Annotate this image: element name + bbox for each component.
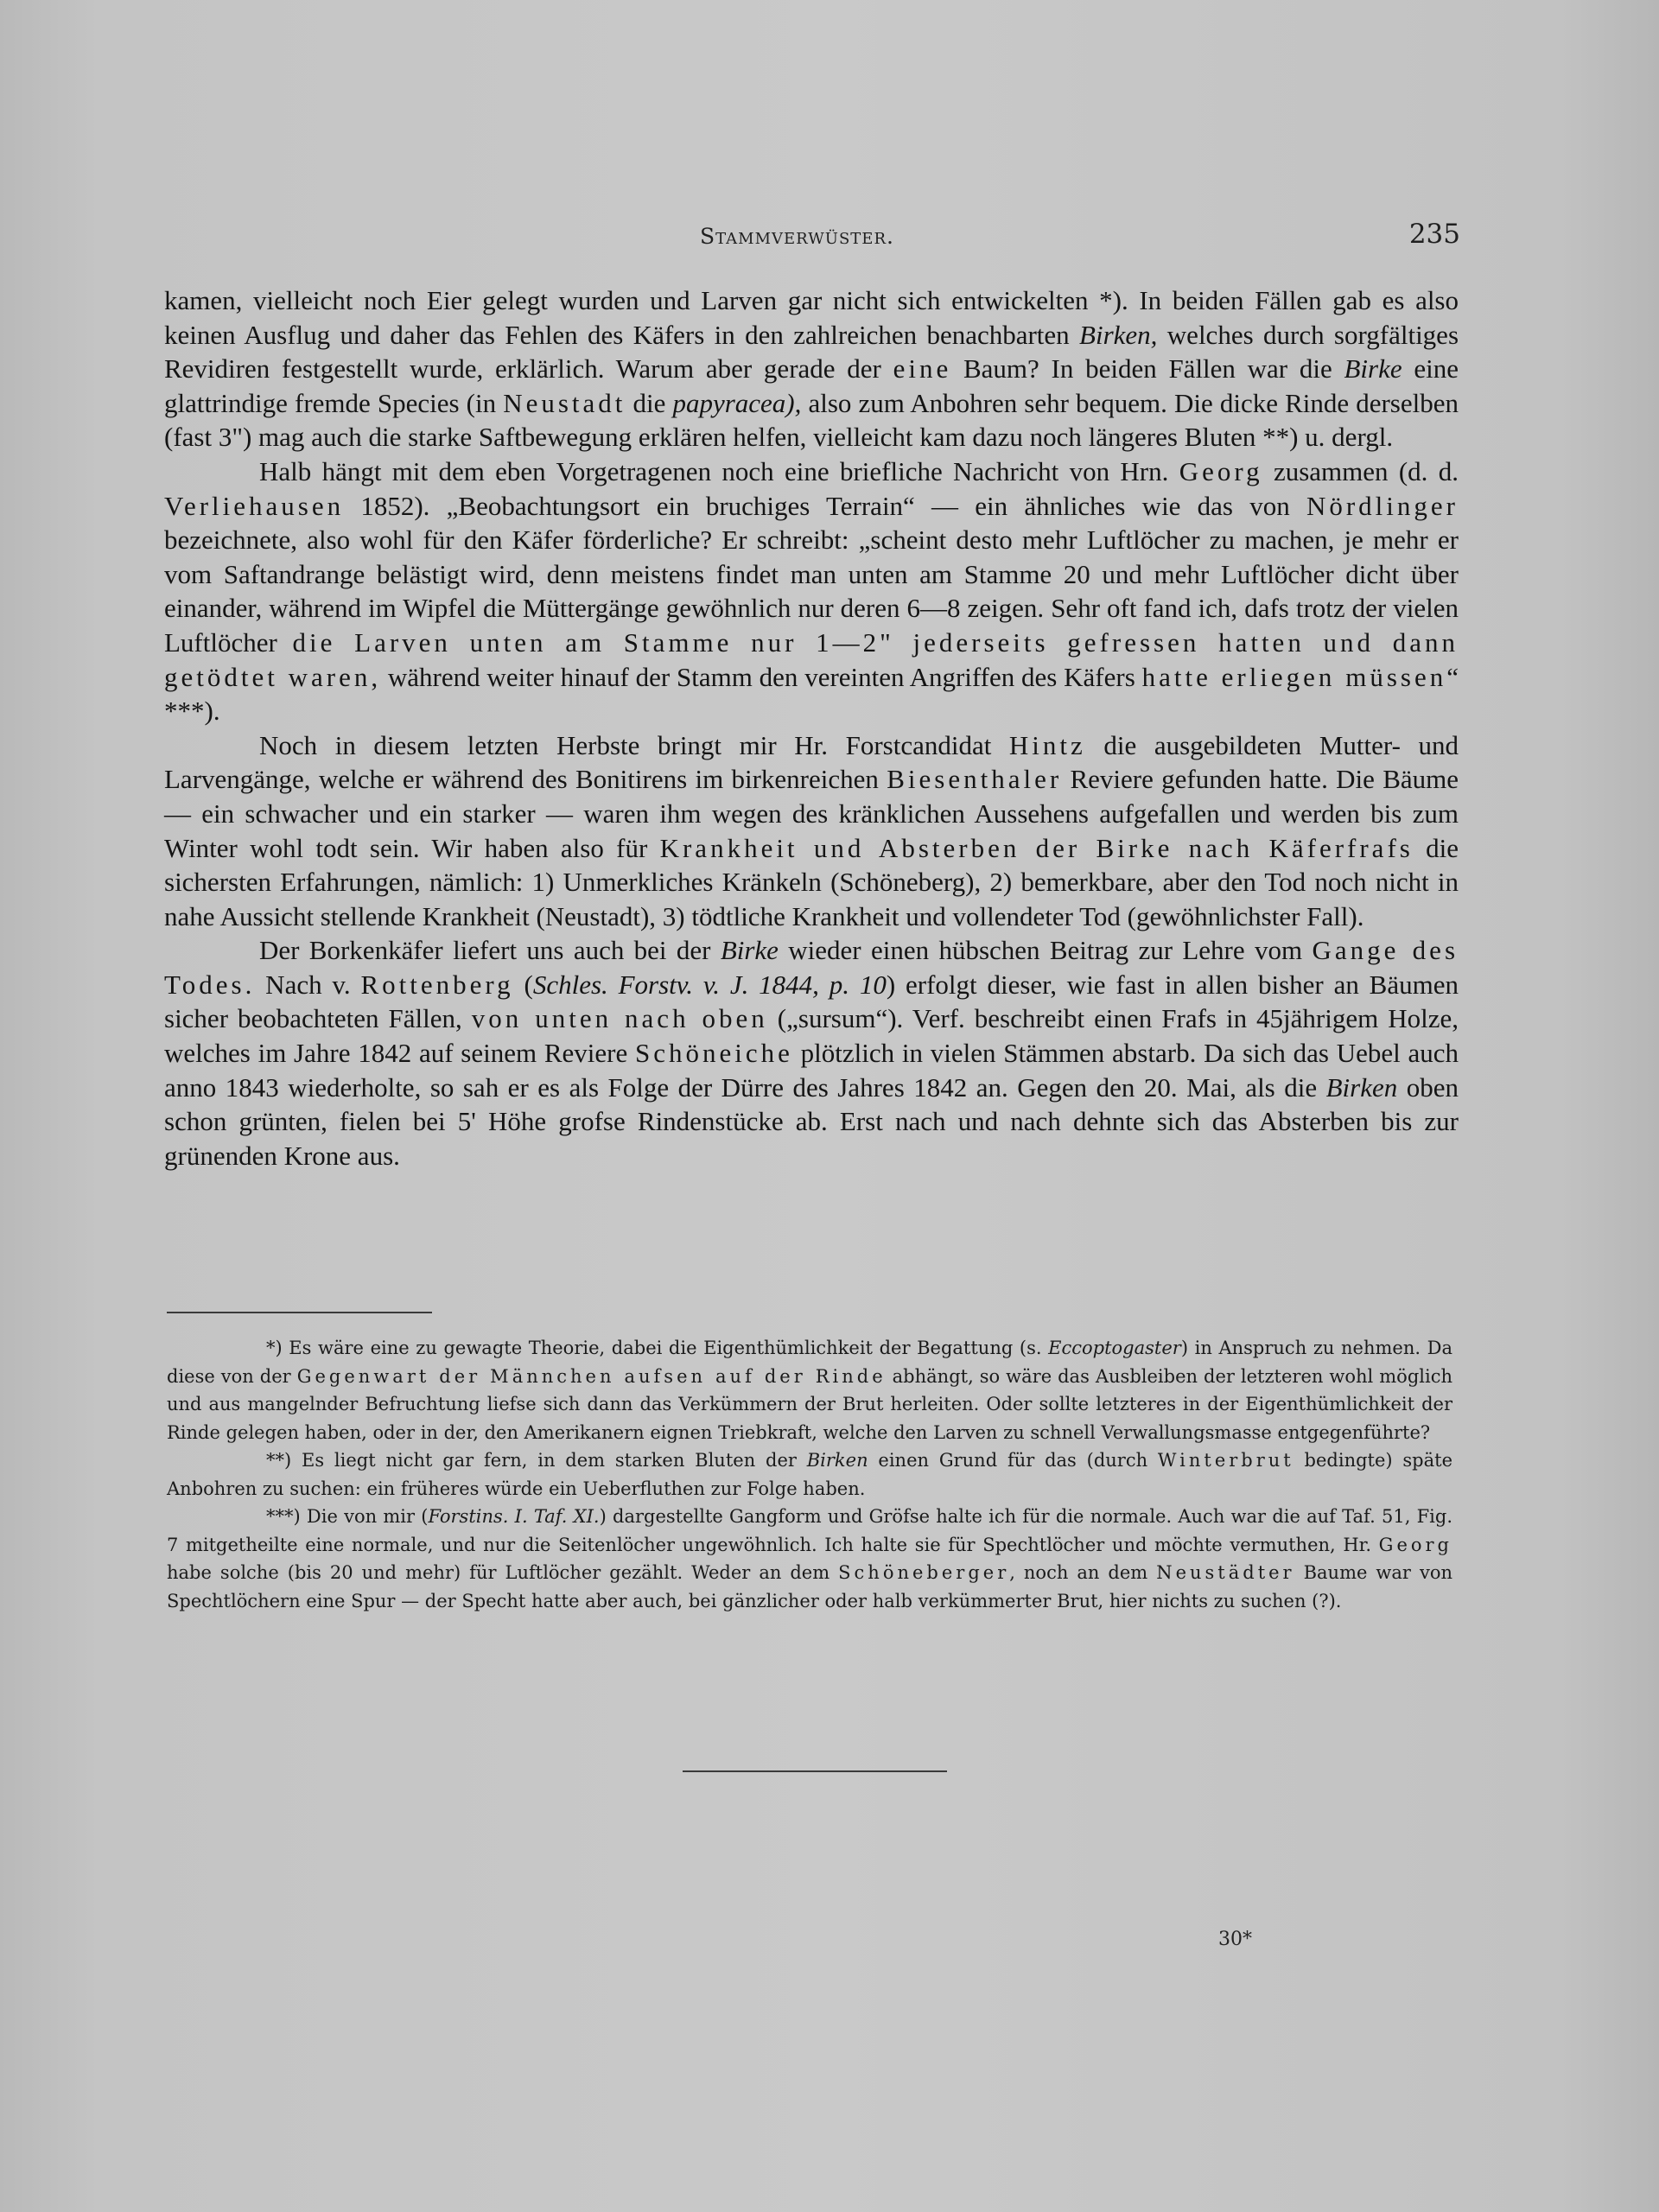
italic-run: Birke: [1344, 353, 1402, 385]
paragraph-2: [164, 454, 1459, 728]
text-run: abhängt, so wäre das Ausbleiben der letzteren wohl möglich und aus mangelnder Befruchtung liefse sich dann das Verkümmern der Brut herleiten. Oder sollte letzteres in der Eigenthümlichkeit der Rinde gelegen haben, oder in der, den Amerikanern eignen Triebkraft, welche den Larven zu schnell Verwallungsmasse entgegenführte?: [167, 1365, 1452, 1443]
text-run: Nach v.: [255, 969, 361, 1000]
spaced-run: Verliehausen: [164, 490, 345, 521]
paragraph-1: [164, 283, 1459, 454]
spaced-run: hatte erliegen müssen: [1141, 661, 1447, 692]
text-run: habe solche (bis 20 und mehr) für Luftlöcher gezählt. Weder an dem: [167, 1562, 839, 1583]
text-run: während weiter hinauf der Stamm den vereinten Angriffen des Käfers: [381, 661, 1142, 692]
italic-run: Schles. Forstv. v. J. 1844, p. 10: [532, 969, 887, 1000]
spaced-run: die Larven unten am Stamme nur 1—2" jederseits gefressen hatten und dann getödtet waren,: [164, 626, 1459, 692]
signature-mark: 30*: [1218, 1929, 1252, 1950]
text-run: kamen, vielleicht noch Eier gelegt wurden und Larven gar nicht sich entwickelten *). In beiden Fällen gab es also keinen Ausflug und daher das Fehlen des Käfers in den zahlreichen benachbarten: [164, 285, 1459, 350]
italic-run: Forstins. I. Taf. XI.: [428, 1506, 600, 1527]
text-run: („sursum“). Verf. beschreibt einen Frafs in 45jährigem Holze, welches im Jahre 1842 auf seinem Reviere: [164, 1003, 1459, 1069]
page-header: [164, 219, 1460, 253]
text-run: ***) Die von mir (: [266, 1506, 429, 1527]
italic-run: Birken: [1325, 1071, 1398, 1103]
text-run: also zum Anbohren sehr bequem. Die dicke Rinde derselben (fast 3") mag auch die starke Saftbewegung erklären helfen, vielleicht kam dazu noch längeres Bluten **) u. dergl.: [164, 387, 1459, 453]
paragraph-3: [164, 728, 1459, 934]
text-run: die sichersten Erfahrungen, nämlich: 1) Unmerkliches Kränkeln (Schöneberg), 2) bemerkbare, aber den Tod noch nicht in nahe Aussicht stellende Krankheit (Neustadt), 3) tödtliche Krankheit und vollendeter Tod (gewöhnlichster Fall).: [164, 832, 1459, 931]
spaced-run: Winterbrut: [1157, 1450, 1294, 1471]
text-run: bedingte) späte Anbohren zu suchen: ein früheres würde ein Ueberfluthen zur Folge haben.: [167, 1450, 1453, 1499]
footnotes: [167, 1334, 1452, 1615]
italic-run: Eccoptogaster: [1048, 1338, 1181, 1358]
text-run: (: [513, 969, 533, 1000]
text-run: einen Grund für das (durch: [868, 1450, 1158, 1471]
text-run: welches durch sorgfältiges Revidiren festgestellt wurde, erklärlich. Warum aber gerade der: [164, 319, 1459, 385]
italic-run: papyracea),: [672, 387, 802, 418]
text-run: eine glattrindige fremde Species (in: [164, 353, 1459, 418]
spaced-run: eine: [893, 353, 952, 385]
spaced-run: Gegenwart der Männchen aufsen auf der Rinde: [296, 1365, 887, 1387]
spaced-run: Schöneiche: [635, 1038, 793, 1069]
running-title: Stammverwüster.: [700, 224, 894, 249]
footnote-3: [167, 1503, 1452, 1615]
text-run: Reviere gefunden hatte. Die Bäume — ein schwacher und ein starker — waren ihm wegen des kränklichen Aussehens aufgefallen und werden bis zum Winter wohl todt sein. Wir haben also für: [164, 764, 1459, 863]
text-run: ) in Anspruch zu nehmen. Da diese von der: [167, 1338, 1452, 1387]
text-run: ) dargestellte Gangform und Gröfse halte ich für die normale. Auch war die auf Taf. 51, Fig. 7 mitgetheilte eine normale, und nur die Seitenlöcher ungewöhnlich. Ich halte sie für Spechtlöcher und möchte vermuthen, Hr.: [167, 1506, 1452, 1555]
text-run: die: [626, 387, 673, 418]
spaced-run: von unten nach oben: [471, 1003, 768, 1034]
text-run: Noch in diesem letzten Herbste bringt mir Hr. Forstcandidat: [259, 729, 1009, 760]
text-run: wieder einen hübschen Beitrag zur Lehre vom: [778, 935, 1313, 966]
italic-run: Birken: [806, 1450, 868, 1471]
spaced-run: Gange des Todes.: [164, 935, 1459, 1000]
spaced-run: Nördlinger: [1306, 490, 1459, 521]
spaced-run: Georg: [1179, 455, 1263, 486]
text-run: , noch an dem: [1009, 1562, 1157, 1583]
text-run: *) Es wäre eine zu gewagte Theorie, dabei die Eigenthümlichkeit der Begattung (s.: [266, 1338, 1049, 1358]
spaced-run: Neustadt: [503, 387, 626, 418]
text-run: 1852). „Beobachtungsort ein bruchiges Terrain“ — ein ähnliches wie das von: [344, 490, 1306, 521]
paragraph-4: [164, 933, 1459, 1173]
text-run: Baum? In beiden Fällen war die: [951, 353, 1344, 385]
spaced-run: Neustädter: [1156, 1562, 1295, 1583]
end-rule: [683, 1770, 947, 1772]
spaced-run: Rottenberg: [360, 969, 514, 1000]
text-run: **) Es liegt nicht gar fern, in dem starken Bluten der: [266, 1450, 807, 1471]
spaced-run: Georg: [1378, 1534, 1452, 1555]
text-run: die ausgebildeten Mutter- und Larvengänge, welche er während des Bonitirens im birkenreichen: [164, 729, 1459, 795]
text-run: zusammen (d. d.: [1262, 455, 1459, 486]
page-number: 235: [1408, 219, 1460, 250]
footnote-1: [167, 1334, 1452, 1446]
text-run: Baume war von Spechtlöchern eine Spur — der Specht hatte aber auch, bei gänzlicher oder halb verkümmerter Brut, hier nichts zu suchen (?).: [167, 1562, 1452, 1611]
text-run: plötzlich in vielen Stämmen abstarb. Da sich das Uebel auch anno 1843 wiederholte, so sah er es als Folge der Dürre des Jahres 1842 an. Gegen den 20. Mai, als die: [164, 1038, 1459, 1103]
text-run: oben schon grünten, fielen bei 5' Höhe grofse Rindenstücke ab. Erst nach und nach dehnte sich das Absterben bis zur grünenden Krone aus.: [164, 1071, 1459, 1171]
text-run: ) erfolgt dieser, wie fast in allen bisher an Bäumen sicher beobachteten Fällen,: [164, 969, 1459, 1034]
spaced-run: Hintz: [1008, 729, 1086, 760]
footnote-separator: [167, 1312, 432, 1313]
text-run: Halb hängt mit dem eben Vorgetragenen noch eine briefliche Nachricht von Hrn.: [259, 455, 1179, 486]
spaced-run: Schöneberger: [838, 1562, 1010, 1583]
footnote-2: [167, 1446, 1452, 1503]
body-text: [164, 283, 1459, 1173]
italic-run: Birke: [720, 935, 779, 966]
text-run: Der Borkenkäfer liefert uns auch bei der: [259, 935, 721, 966]
spaced-run: Krankheit und Absterben der Birke nach Käferfrafs: [659, 832, 1414, 863]
spaced-run: Biesenthaler: [887, 764, 1063, 795]
text-run: “ ***).: [164, 661, 1459, 727]
text-run: bezeichnete, also wohl für den Käfer förderliche? Er schreibt: „scheint desto mehr Luftlöcher zu machen, je mehr er vom Saftandrange belästigt wird, denn meistens findet man unten am Stamme 20 und mehr Luftlöcher dicht über einander, während im Wipfel die Müttergänge gewöhnlich nur deren 6—8 zeigen. Sehr oft fand ich, dafs trotz der vielen Luftlöcher: [164, 524, 1459, 658]
italic-run: Birken,: [1079, 319, 1158, 350]
